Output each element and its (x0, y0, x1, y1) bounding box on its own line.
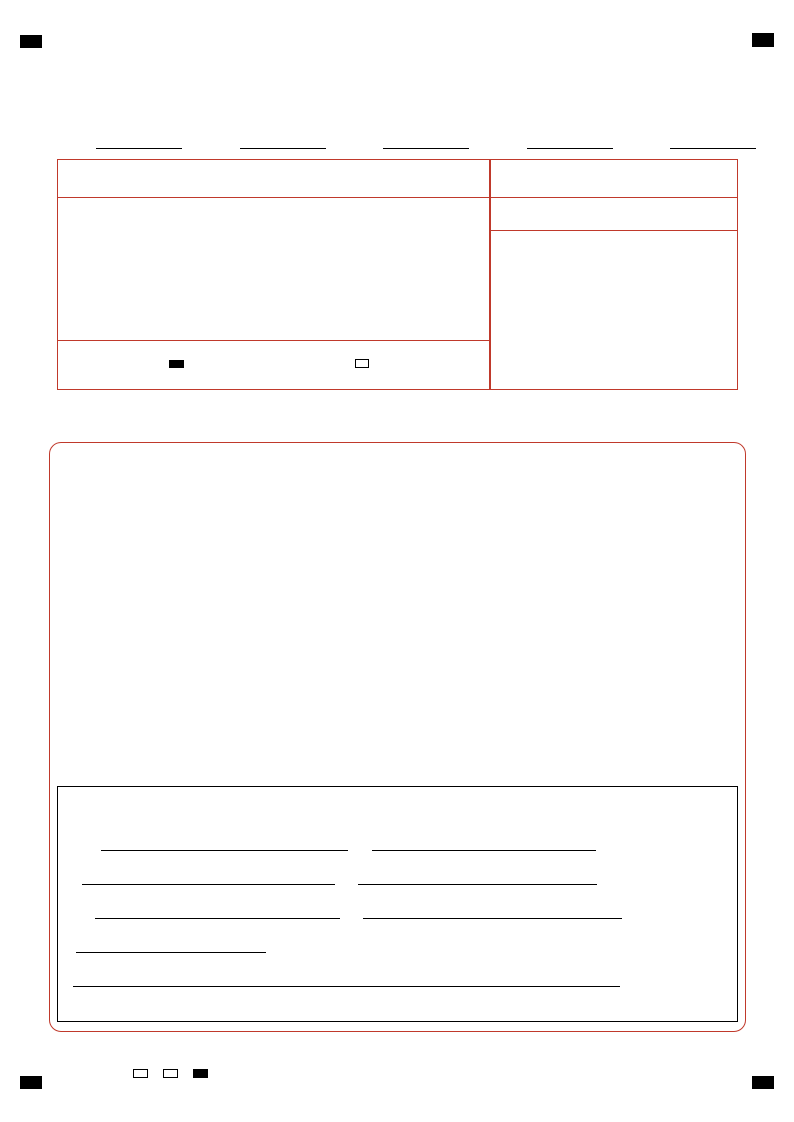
answer-line[interactable] (363, 918, 622, 919)
answer-line[interactable] (76, 952, 266, 953)
answer-line[interactable] (358, 884, 597, 885)
field-seat-line[interactable] (527, 148, 613, 149)
corner-mark-top-right (752, 33, 774, 47)
field-name-line[interactable] (96, 148, 182, 149)
answer-line[interactable] (73, 986, 620, 987)
correct-fill-sample (169, 360, 184, 368)
page-number-marker-empty (133, 1069, 148, 1078)
answer-line[interactable] (101, 850, 348, 851)
answer-line[interactable] (82, 884, 335, 885)
answer-line[interactable] (95, 918, 340, 919)
exam-id-box (490, 159, 738, 390)
absent-mark-checkbox[interactable] (355, 359, 369, 368)
notes-header-divider (57, 197, 490, 198)
page-number-marker-empty (163, 1069, 178, 1078)
field-school-line[interactable] (240, 148, 326, 149)
corner-mark-bottom-left (20, 1076, 42, 1089)
answer-line[interactable] (372, 850, 596, 851)
exam-id-header-divider (490, 197, 738, 198)
corner-mark-top-left (20, 35, 42, 48)
exam-id-write-divider (490, 230, 738, 231)
notes-bottom-divider (57, 340, 490, 341)
notes-box (57, 159, 490, 390)
page-number-marker-filled (193, 1069, 208, 1078)
field-room-line[interactable] (670, 148, 756, 149)
corner-mark-bottom-right (752, 1076, 774, 1089)
field-class-line[interactable] (383, 148, 469, 149)
